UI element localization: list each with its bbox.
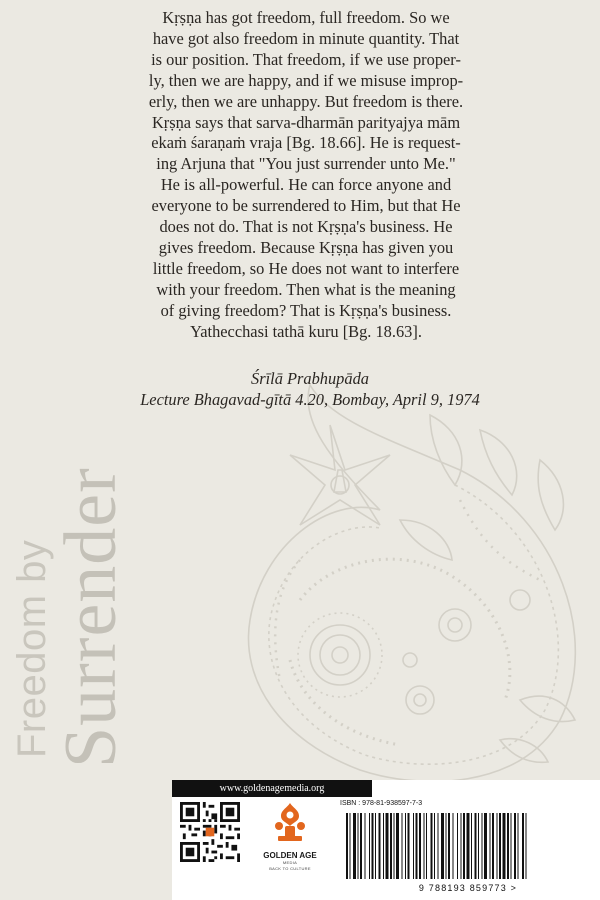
quote-line: Kṛṣṇa says that sarva-dharmān parityajya mām (151, 112, 461, 132)
quote-line: Yathecchasi tathā kuru [Bg. 18.63]. (190, 321, 422, 341)
qr-code[interactable] (180, 802, 240, 862)
barcode (340, 811, 596, 881)
publisher-logo (262, 802, 318, 892)
attribution-source: Lecture Bhagavad-gītā 4.20, Bombay, April 9, 1974 (140, 390, 480, 409)
book-title-vertical (10, 467, 132, 768)
title-line-surrender: Surrender (50, 467, 132, 768)
quote-line: gives freedom. Because Kṛṣṇa has given you (158, 237, 454, 257)
quote-attribution (100, 368, 520, 410)
quote-line: does not do. That is not Kṛṣṇa's business. He (159, 217, 453, 237)
quote-line: is our position. That freedom, if we use proper- (151, 49, 461, 69)
quote-line: of giving freedom? That is Kṛṣṇa's business. (160, 300, 452, 320)
title-line-freedom-by: Freedom by (10, 539, 54, 758)
quote-line: Kṛṣṇa has got freedom, full freedom. So we (162, 8, 450, 27)
quote-line: with your freedom. Then what is the meaning (156, 279, 456, 299)
quote-line: ing Arjuna that "You just surrender unto Me." (156, 154, 456, 174)
publisher-emblem-icon (273, 802, 307, 844)
publisher-tagline: BACK TO CULTURE (269, 866, 311, 871)
quote-passage (96, 8, 516, 343)
publisher-name: GOLDEN AGE (263, 851, 317, 860)
barcode-number: 9 788193 859773 > (418, 883, 518, 893)
quote-line: ekaṁ śaraṇaṁ vraja [Bg. 18.66]. He is request- (151, 133, 461, 153)
publisher-media: MEDIA (282, 860, 298, 865)
website-link[interactable]: www.goldenagemedia.org (172, 780, 372, 797)
quote-line: little freedom, so He does not want to interfere (152, 258, 460, 278)
quote-line: erly, then we are unhappy. But freedom is there. (148, 91, 464, 111)
quote-line: He is all-powerful. He can force anyone and (160, 175, 452, 195)
quote-line: ly, then we are happy, and if we misuse improp- (148, 70, 464, 90)
quote-line: have got also freedom in minute quantity. That (152, 28, 460, 48)
quote-line: everyone to be surrendered to Him, but that He (151, 196, 461, 216)
isbn-label: ISBN : 978-81-938597-7-3 (340, 800, 423, 807)
attribution-author: Śrīlā Prabhupāda (251, 369, 369, 388)
